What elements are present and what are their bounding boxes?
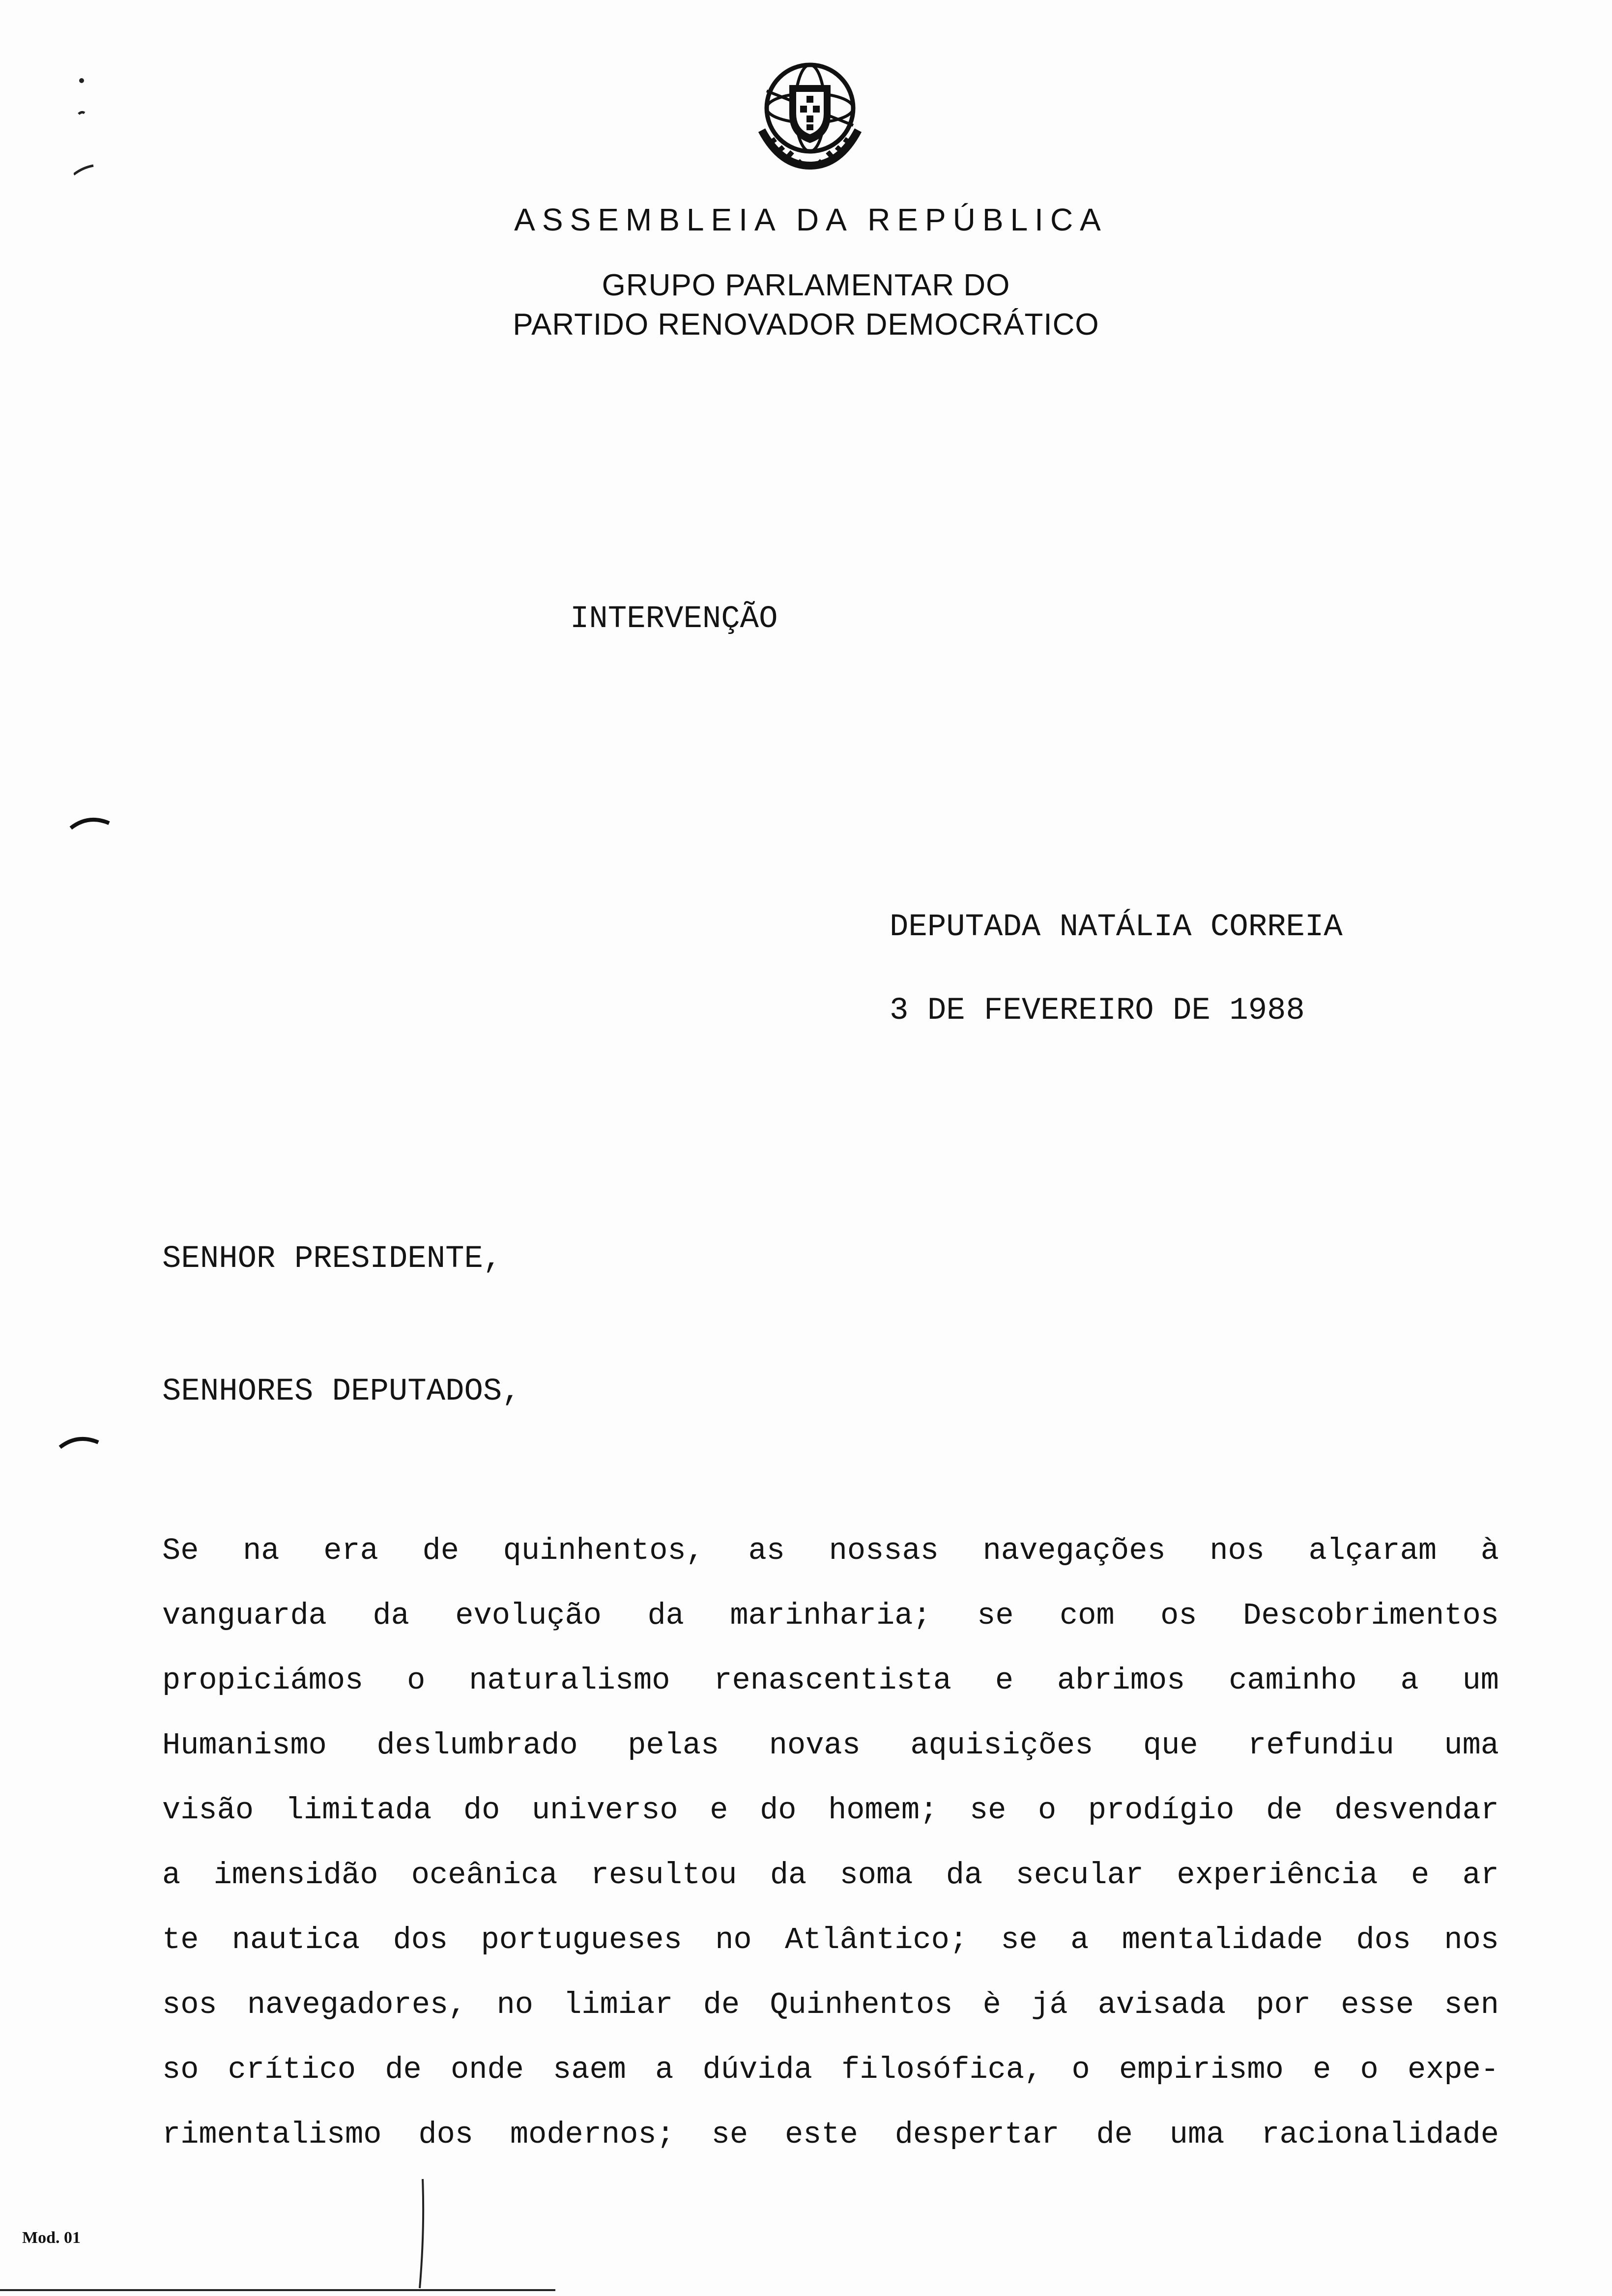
body-line: so crítico de onde saem a dúvida filosófica, o empirismo e o expe- — [162, 2052, 1499, 2087]
body-paragraph — [162, 1519, 1499, 2167]
institution-name: ASSEMBLEIA DA REPÚBLICA — [514, 202, 1108, 237]
body-line: sos navegadores, no limiar de Quinhentos è já avisada por esse sen — [162, 1987, 1499, 2022]
pen-stroke-mark — [413, 2177, 432, 2290]
body-line: Humanismo deslumbrado pelas novas aquisições que refundiu uma — [162, 1728, 1499, 1763]
body-line: visão limitada do universo e do homem; se o prodígio de desvendar — [162, 1793, 1499, 1828]
body-line: vanguarda da evolução da marinharia; se com os Descobrimentos — [162, 1598, 1499, 1633]
footer-divider — [0, 2289, 555, 2291]
date-line: 3 DE FEVEREIRO DE 1988 — [890, 993, 1305, 1029]
parliamentary-group-line-1: GRUPO PARLAMENTAR DO — [602, 268, 1010, 302]
punch-mark — [58, 1433, 102, 1452]
margin-mark — [74, 74, 103, 177]
coat-of-arms-icon — [751, 57, 869, 174]
body-line: a imensidão oceânica resultou da soma da secular experiência e ar — [162, 1858, 1499, 1893]
document-title: INTERVENÇÃO — [570, 602, 778, 637]
parliamentary-group-line-2: PARTIDO RENOVADOR DEMOCRÁTICO — [513, 308, 1099, 342]
body-line: propiciámos o naturalismo renascentista e abrimos caminho a um — [162, 1663, 1499, 1698]
punch-mark — [69, 813, 113, 833]
body-line: te nautica dos portugueses no Atlântico; se a mentalidade dos nos — [162, 1923, 1499, 1957]
body-line: Se na era de quinhentos, as nossas navegações nos alçaram à — [162, 1533, 1499, 1568]
author-line: DEPUTADA NATÁLIA CORREIA — [890, 910, 1343, 945]
salutation-president: SENHOR PRESIDENTE, — [162, 1241, 502, 1277]
body-line: rimentalismo dos modernos; se este despertar de uma racionalidade — [162, 2117, 1499, 2152]
salutation-deputies: SENHORES DEPUTADOS, — [162, 1374, 521, 1409]
form-model-label: Mod. 01 — [22, 2229, 81, 2247]
